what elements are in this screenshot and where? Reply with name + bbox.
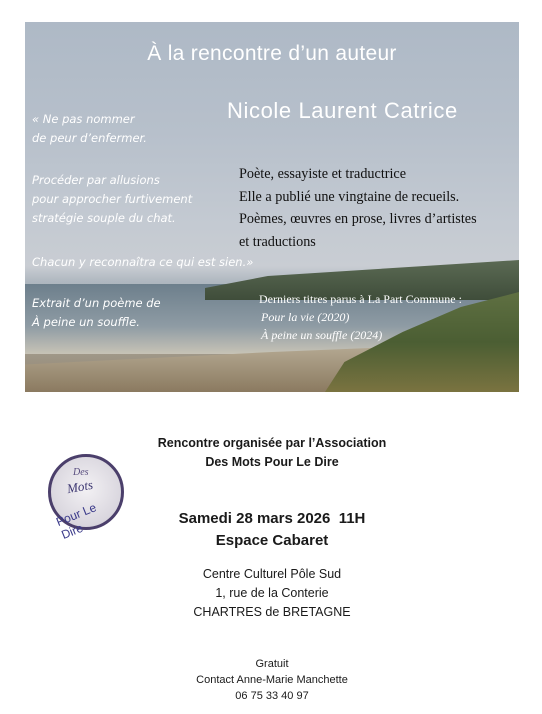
event-block — [25, 508, 519, 552]
venue-street: 1, rue de la Conterie — [215, 586, 329, 600]
practical-info — [25, 656, 519, 704]
organizer-block — [25, 434, 519, 472]
recent-title: À peine un souffle (2024) — [261, 328, 383, 342]
quote-line: « Ne pas nommer — [32, 112, 135, 126]
quote-line: À peine un souffle. — [32, 315, 140, 329]
recent-titles — [259, 290, 462, 344]
description-line: et traductions — [239, 233, 316, 250]
organizer-line: Des Mots Pour Le Dire — [205, 455, 339, 469]
description-line: Poèmes, œuvres en prose, livres d’artistes — [239, 211, 477, 227]
banner-title: À la rencontre d’un auteur — [147, 42, 397, 65]
logo-text: Pour Le Dire — [54, 500, 99, 542]
author-description — [239, 163, 477, 253]
event-date: Samedi 28 mars 2026 11H — [178, 510, 366, 527]
author-name: Nicole Laurent Catrice — [227, 98, 458, 123]
quote-line: Procéder par allusions — [32, 173, 160, 187]
recent-titles-heading: Derniers titres parus à La Part Commune : — [259, 292, 462, 306]
description-line: Elle a publié une vingtaine de recueils. — [239, 188, 460, 205]
quote-line: de peur d’enfermer. — [32, 131, 147, 145]
event-place: Espace Cabaret — [215, 532, 329, 549]
quote-block-2 — [32, 171, 192, 228]
banner-photo — [25, 22, 519, 392]
quote-block-3 — [32, 253, 253, 272]
contact-phone: 06 75 33 40 97 — [235, 690, 309, 702]
description-line: Poète, essayiste et traductrice — [239, 166, 407, 182]
logo-text: Mots — [65, 476, 95, 497]
venue-address — [25, 565, 519, 622]
logo-text: Des — [73, 467, 89, 478]
quote-source — [32, 294, 161, 332]
price-label: Gratuit — [255, 658, 289, 670]
venue-city: CHARTRES de BRETAGNE — [193, 605, 351, 619]
quote-line: pour approcher furtivement — [32, 192, 193, 206]
quote-line: Chacun y reconnaîtra ce qui est sien.» — [32, 255, 254, 269]
recent-title: Pour la vie (2020) — [261, 310, 350, 324]
venue-name: Centre Culturel Pôle Sud — [202, 567, 342, 581]
quote-line: stratégie souple du chat. — [32, 211, 176, 225]
quote-block-1 — [32, 110, 147, 148]
organizer-line: Rencontre organisée par l’Association — [157, 436, 387, 450]
quote-line: Extrait d’un poème de — [32, 296, 161, 310]
contact-name: Contact Anne-Marie Manchette — [196, 674, 348, 686]
